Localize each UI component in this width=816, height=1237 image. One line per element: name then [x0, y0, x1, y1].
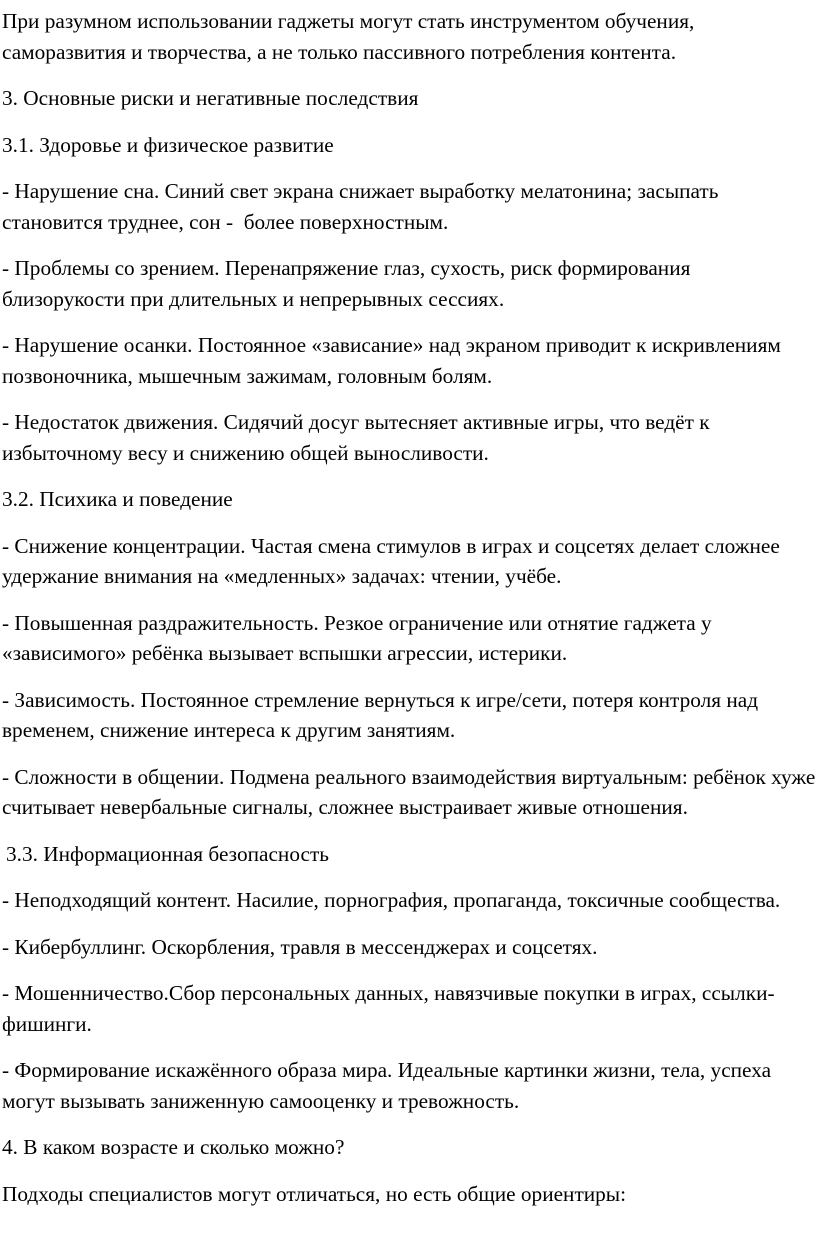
list-item-content: - Неподходящий контент. Насилие, порнография, пропаганда, токсичные сообщества. [2, 888, 781, 912]
section-4-heading: 4. В каком возрасте и сколько можно? [2, 1135, 345, 1159]
list-item-distorted-image: - Формирование искажённого образа мира. Идеальные картинки жизни, тела, успеха могут вызывать заниженную самооценку и тревожность. [2, 1058, 777, 1113]
closing-paragraph: Подходы специалистов могут отличаться, но есть общие ориентиры: [2, 1181, 627, 1206]
list-item-movement: - Недостаток движения. Сидячий досуг вытесняет активные игры, что ведёт к избыточному весу и снижению общей выносливости. [2, 410, 715, 465]
list-item-concentration: - Снижение концентрации. Частая смена стимулов в играх и соцсетях делает сложнее удержание внимания на «медленных» задачах: чтении, учёбе. [2, 533, 786, 588]
intro-paragraph: При разумном использовании гаджеты могут стать инструментом обучения, саморазвития и творчества, а не только пассивного потребления контента. [2, 9, 700, 64]
section-3-heading: 3. Основные риски и негативные последствия [2, 86, 419, 110]
section-3-1-heading: 3.1. Здоровье и физическое развитие [2, 132, 334, 157]
section-3-3-heading: 3.3. Информационная безопасность [6, 841, 329, 866]
list-item-posture: - Нарушение осанки. Постоянное «зависание» над экраном приводит к искривлениям позвоночника, мышечным зажимам, головным болям. [2, 333, 787, 388]
list-item-sleep: - Нарушение сна. Синий свет экрана снижает выработку мелатонина; засыпать становится труднее, сон - более поверхностным. [2, 179, 724, 234]
list-item-irritability: - Повышенная раздражительность. Резкое ограничение или отнятие гаджета у «зависимого» ребёнка вызывает вспышки агрессии, истерики. [2, 610, 717, 665]
list-item-cyberbullying: - Кибербуллинг. Оскорбления, травля в мессенджерах и соцсетях. [2, 934, 598, 959]
list-item-fraud: - Мошенничество.Сбор персональных данных, навязчивые покупки в играх, ссылки-фишинги. [2, 981, 775, 1036]
list-item-communication: - Сложности в общении. Подмена реального взаимодействия виртуальным: ребёнок хуже считывает невербальные сигналы, сложнее выстраивает живые отношения. [2, 764, 816, 819]
list-item-addiction: - Зависимость. Постоянное стремление вернуться к игре/сети, потеря контроля над временем, снижение интереса к другим занятиям. [2, 687, 764, 742]
list-item-vision: - Проблемы со зрением. Перенапряжение глаз, сухость, риск формирования близорукости при длительных и непрерывных сессиях. [2, 256, 696, 311]
section-3-2-heading: 3.2. Психика и поведение [2, 487, 233, 511]
